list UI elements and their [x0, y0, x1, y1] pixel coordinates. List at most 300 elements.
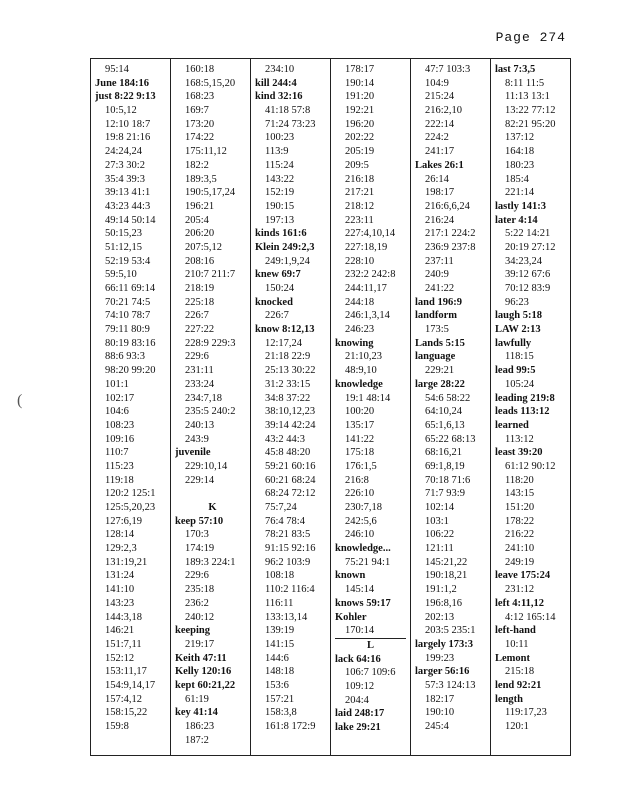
index-reference: 240:12	[185, 611, 215, 623]
index-term: knocked	[255, 296, 293, 308]
index-reference: 244:18	[345, 296, 375, 308]
index-reference: 106:7 109:6	[345, 667, 396, 679]
index-reference: 151:20	[505, 502, 535, 513]
index-reference: 113:9	[265, 146, 289, 158]
index-reference: 74:10 78:7	[105, 310, 151, 322]
index-reference: 241:22	[425, 283, 455, 294]
word-index-table	[90, 58, 571, 756]
index-reference: 176:1,5	[345, 460, 377, 472]
index-term: larger 56:16	[415, 666, 470, 678]
index-reference: 106:22	[425, 529, 455, 541]
index-reference: 69:1,8,19	[425, 460, 465, 472]
index-term: juvenile	[175, 447, 211, 459]
index-reference: 199:23	[425, 652, 455, 664]
index-reference: 191:1,2	[425, 584, 457, 596]
index-reference: 158:15,22	[105, 707, 148, 719]
index-reference: 222:14	[425, 118, 455, 130]
index-reference: 59:21 60:16	[265, 460, 316, 472]
index-term: kept 60:21,22	[175, 679, 236, 691]
index-term: laugh 5:18	[495, 310, 542, 322]
index-reference: 150:24	[265, 283, 295, 294]
index-reference: 154:9,14,17	[105, 679, 156, 691]
index-reference: 190:10	[425, 707, 455, 719]
index-reference: 128:14	[105, 529, 135, 541]
index-reference: 96:23	[505, 296, 529, 308]
index-reference: 245:4	[425, 721, 449, 732]
index-reference: 60:21 68:24	[265, 474, 316, 486]
index-reference: 120:2 125:1	[105, 488, 156, 500]
index-reference: 226:7	[265, 310, 289, 322]
index-reference: 5:22 14:21	[505, 228, 551, 240]
index-reference: 103:1	[425, 515, 449, 527]
index-reference: 168:23	[185, 91, 215, 103]
index-reference: 71:24 73:23	[265, 118, 316, 130]
index-reference: 148:18	[265, 666, 295, 678]
index-term: left-hand	[495, 625, 536, 637]
index-reference: 80:19 83:16	[105, 337, 156, 349]
index-term: lawfully	[495, 337, 532, 349]
index-reference: 215:24	[425, 91, 455, 103]
index-reference: 12:10 18:7	[105, 118, 151, 130]
index-reference: 203:5 235:1	[425, 625, 476, 637]
index-reference: 146:21	[105, 625, 135, 637]
index-reference: 64:10,24	[425, 406, 463, 418]
index-reference: 76:4 78:4	[265, 515, 305, 527]
index-reference: 49:14 50:14	[105, 214, 156, 226]
index-term: landform	[415, 310, 457, 322]
index-reference: 189:3 224:1	[185, 556, 236, 568]
index-reference: 65:22 68:13	[425, 433, 476, 445]
index-reference: 246:1,3,14	[345, 310, 390, 322]
index-reference: 229:6	[185, 570, 209, 582]
index-reference: 219:17	[185, 638, 215, 650]
index-reference: 174:22	[185, 132, 215, 144]
index-reference: 13:22 77:12	[505, 105, 556, 117]
index-reference: 100:23	[265, 132, 295, 144]
index-reference: 8:11 11:5	[505, 77, 545, 89]
index-reference: 216:6,6,24	[425, 200, 470, 212]
index-term: key 41:14	[175, 707, 218, 719]
index-reference: 110:2 116:4	[265, 584, 315, 596]
index-term: large 28:22	[415, 378, 465, 390]
index-reference: 137:12	[505, 132, 535, 144]
index-reference: 196:20	[345, 118, 375, 130]
index-reference: 216:22	[505, 529, 535, 541]
index-reference: 235:5 240:2	[185, 406, 236, 418]
index-reference: 224:2	[425, 132, 449, 144]
index-reference: 240:13	[185, 419, 215, 431]
index-reference: 118:20	[505, 474, 534, 486]
index-reference: 143:15	[505, 488, 535, 500]
index-reference: 115:23	[105, 460, 134, 472]
index-reference: 157:21	[265, 693, 295, 705]
index-term: later 4:14	[495, 214, 538, 226]
index-letter-heading: K	[208, 502, 217, 513]
index-reference: 109:16	[105, 433, 135, 445]
index-reference: 229:14	[185, 474, 215, 486]
index-reference: 173:20	[185, 118, 215, 130]
index-reference: 225:18	[185, 296, 215, 308]
index-column-4	[330, 59, 410, 755]
index-reference: 190:15	[265, 200, 295, 212]
index-term: leading 219:8	[495, 392, 555, 404]
index-reference: 205:19	[345, 146, 375, 158]
index-reference: 66:11 69:14	[105, 283, 156, 294]
index-reference: 59:5,10	[105, 269, 137, 281]
index-reference: 125:5,20,23	[105, 502, 156, 513]
index-reference: 54:6 58:22	[425, 392, 471, 404]
index-reference: 207:5,12	[185, 241, 223, 253]
index-term: leads 113:12	[495, 406, 550, 418]
index-reference: 98:20 99:20	[105, 365, 156, 377]
index-reference: 50:15,23	[105, 228, 143, 240]
index-reference: 57:3 124:13	[425, 679, 476, 691]
index-term: keep 57:10	[175, 515, 224, 527]
index-reference: 143:22	[265, 173, 295, 185]
index-reference: 231:12	[505, 584, 535, 596]
index-reference: 75:21 94:1	[345, 556, 391, 568]
index-column-3	[250, 59, 330, 755]
index-reference: 229:21	[425, 365, 455, 377]
index-reference: 34:8 37:22	[265, 392, 311, 404]
index-reference: 127:6,19	[105, 515, 143, 527]
index-reference: 236:2	[185, 597, 209, 609]
index-letter-heading: L	[335, 638, 406, 653]
index-reference: 227:18,19	[345, 241, 388, 253]
index-reference: 39:12 67:6	[505, 269, 551, 281]
index-reference: 197:13	[265, 214, 295, 226]
index-reference: 104:6	[105, 406, 129, 418]
index-reference: 19:1 48:14	[345, 392, 391, 404]
index-reference: 191:20	[345, 91, 375, 103]
index-reference: 19:8 21:16	[105, 132, 151, 144]
index-reference: 153:11,17	[105, 666, 147, 678]
index-reference: 246:23	[345, 324, 375, 336]
index-term: knowing	[335, 337, 374, 349]
index-reference: 226:10	[345, 488, 375, 500]
index-reference: 141:22	[345, 433, 375, 445]
index-reference: 65:1,6,13	[425, 419, 465, 431]
index-reference: 249:19	[505, 556, 535, 568]
index-reference: 182:17	[425, 693, 455, 705]
index-reference: 68:24 72:12	[265, 488, 316, 500]
index-reference: 186:23	[185, 721, 215, 732]
index-reference: 41:18 57:8	[265, 105, 311, 117]
index-reference: 12:17,24	[265, 337, 303, 349]
index-reference: 10:5,12	[105, 105, 137, 117]
index-reference: 240:9	[425, 269, 449, 281]
index-term: learned	[495, 419, 529, 431]
index-reference: 227:4,10,14	[345, 228, 396, 240]
margin-bracket-mark: (	[17, 392, 23, 409]
index-term: kinds 161:6	[255, 228, 307, 240]
index-term: Lemont	[495, 652, 530, 664]
index-reference: 47:7 103:3	[425, 64, 471, 75]
index-column-5	[410, 59, 490, 755]
index-reference: 25:13 30:22	[265, 365, 316, 377]
index-reference: 104:9	[425, 77, 449, 89]
index-reference: 118:15	[505, 351, 534, 363]
index-term: last 7:3,5	[495, 64, 536, 75]
index-reference: 164:18	[505, 146, 535, 158]
index-reference: 39:14 42:24	[265, 419, 316, 431]
index-reference: 229:10,14	[185, 460, 228, 472]
index-reference: 119:18	[105, 474, 134, 486]
index-reference: 71:7 93:9	[425, 488, 465, 500]
index-reference: 119:17,23	[505, 707, 547, 719]
index-reference: 231:11	[185, 365, 214, 377]
index-term: language	[415, 351, 456, 363]
index-reference: 221:14	[505, 187, 535, 199]
index-reference: 61:12 90:12	[505, 460, 556, 472]
index-reference: 116:11	[265, 597, 294, 609]
index-reference: 169:7	[185, 105, 209, 117]
index-term: knows 59:17	[335, 597, 391, 609]
index-reference: 21:10,23	[345, 351, 383, 363]
index-reference: 144:6	[265, 652, 289, 664]
index-reference: 4:12 165:14	[505, 611, 556, 623]
index-reference: 152:12	[105, 652, 135, 664]
index-reference: 34:23,24	[505, 255, 543, 267]
index-reference: 24:24,24	[105, 146, 143, 158]
index-reference: 210:7 211:7	[185, 269, 236, 281]
index-term: land 196:9	[415, 296, 462, 308]
index-reference: 10:11	[505, 638, 529, 650]
index-reference: 79:11 80:9	[105, 324, 150, 336]
index-reference: 43:23 44:3	[105, 200, 151, 212]
index-reference: 173:5	[425, 324, 449, 336]
index-reference: 227:22	[185, 324, 215, 336]
index-reference: 170:3	[185, 529, 209, 541]
index-reference: 61:19	[185, 693, 209, 705]
index-reference: 45:8 48:20	[265, 447, 311, 459]
index-reference: 160:18	[185, 64, 215, 75]
index-reference: 139:19	[265, 625, 295, 637]
index-term: Lakes 26:1	[415, 159, 464, 171]
index-reference: 218:19	[185, 283, 215, 294]
index-reference: 174:19	[185, 543, 215, 555]
index-reference: 159:8	[105, 721, 129, 732]
index-reference: 133:13,14	[265, 611, 308, 623]
index-term: kind 32:16	[255, 91, 303, 103]
index-reference: 198:17	[425, 187, 455, 199]
index-reference: 217:1 224:2	[425, 228, 476, 240]
index-term: Lands 5:15	[415, 337, 465, 349]
index-reference: 39:13 41:1	[105, 187, 151, 199]
index-reference: 217:21	[345, 187, 375, 199]
index-reference: 204:4	[345, 694, 369, 706]
index-reference: 135:17	[345, 419, 375, 431]
index-term: LAW 2:13	[495, 324, 541, 336]
index-term: June 184:16	[95, 77, 149, 89]
index-term: lake 29:21	[335, 722, 381, 733]
index-term: Keith 47:11	[175, 652, 227, 664]
index-reference: 230:7,18	[345, 502, 383, 513]
index-reference: 226:7	[185, 310, 209, 322]
index-reference: 110:7	[105, 447, 129, 459]
index-reference: 242:5,6	[345, 515, 377, 527]
index-reference: 100:20	[345, 406, 375, 418]
index-reference: 215:18	[505, 666, 535, 678]
index-term: knowledge...	[335, 543, 391, 555]
index-reference: 209:5	[345, 159, 369, 171]
index-reference: 109:12	[345, 680, 375, 692]
page-number: Page 274	[495, 30, 566, 45]
index-reference: 11:13 13:1	[505, 91, 550, 103]
index-reference: 190:14	[345, 77, 375, 89]
index-term: just 8:22 9:13	[95, 91, 156, 103]
index-reference: 241:10	[505, 543, 535, 555]
index-reference: 70:12 83:9	[505, 283, 551, 294]
index-reference: 38:10,12,23	[265, 406, 316, 418]
index-reference: 108:18	[265, 570, 295, 582]
index-reference: 153:6	[265, 679, 289, 691]
index-reference: 175:18	[345, 447, 375, 459]
index-reference: 178:17	[345, 64, 375, 75]
index-term: leave 175:24	[495, 570, 551, 582]
index-reference: 190:5,17,24	[185, 187, 236, 199]
index-reference: 192:21	[345, 105, 375, 117]
index-reference: 196:21	[185, 200, 215, 212]
index-reference: 158:3,8	[265, 707, 297, 719]
index-reference: 51:12,15	[105, 241, 143, 253]
index-spacer	[175, 487, 250, 501]
index-reference: 131:24	[105, 570, 135, 582]
index-reference: 237:11	[425, 255, 454, 267]
index-reference: 180:23	[505, 159, 535, 171]
index-reference: 20:19 27:12	[505, 241, 556, 253]
index-reference: 218:12	[345, 200, 375, 212]
index-reference: 202:22	[345, 132, 375, 144]
index-term: lastly 141:3	[495, 200, 547, 212]
index-reference: 145:21,22	[425, 556, 468, 568]
index-reference: 241:17	[425, 146, 455, 158]
index-reference: 105:24	[505, 378, 535, 390]
index-term: knew 69:7	[255, 269, 301, 281]
index-reference: 121:11	[425, 543, 454, 555]
index-term: keeping	[175, 625, 211, 637]
index-reference: 236:9 237:8	[425, 241, 476, 253]
index-term: left 4:11,12	[495, 597, 544, 609]
index-term: Klein 249:2,3	[255, 241, 315, 253]
index-reference: 68:16,21	[425, 447, 463, 459]
index-term: Kohler	[335, 611, 367, 623]
index-reference: 82:21 95:20	[505, 118, 556, 130]
index-reference: 205:4	[185, 214, 209, 226]
index-reference: 206:20	[185, 228, 215, 240]
index-reference: 208:16	[185, 255, 215, 267]
index-reference: 178:22	[505, 515, 535, 527]
index-reference: 151:7,11	[105, 638, 142, 650]
index-reference: 35:4 39:3	[105, 173, 145, 185]
index-term: knowledge	[335, 378, 383, 390]
index-reference: 115:24	[265, 159, 294, 171]
index-reference: 152:19	[265, 187, 295, 199]
index-reference: 190:18,21	[425, 570, 468, 582]
index-reference: 27:3 30:2	[105, 159, 145, 171]
index-term: laid 248:17	[335, 708, 385, 720]
index-reference: 120:1	[505, 721, 529, 732]
index-reference: 75:7,24	[265, 502, 297, 513]
index-reference: 78:21 83:5	[265, 529, 311, 541]
index-term: know 8:12,13	[255, 324, 315, 336]
index-term: length	[495, 693, 524, 705]
index-reference: 102:14	[425, 502, 455, 513]
index-column-6	[490, 59, 570, 755]
index-term: lack 64:16	[335, 653, 381, 665]
index-reference: 216:2,10	[425, 105, 463, 117]
index-reference: 101:1	[105, 378, 129, 390]
index-reference: 232:2 242:8	[345, 269, 396, 281]
index-reference: 161:8 172:9	[265, 721, 316, 732]
index-reference: 48:9,10	[345, 365, 377, 377]
index-reference: 31:2 33:15	[265, 378, 311, 390]
index-reference: 229:6	[185, 351, 209, 363]
index-reference: 228:10	[345, 255, 375, 267]
index-term: least 39:20	[495, 447, 543, 459]
index-reference: 52:19 53:4	[105, 255, 151, 267]
index-reference: 223:11	[345, 214, 374, 226]
index-reference: 144:3,18	[105, 611, 143, 623]
index-reference: 129:2,3	[105, 543, 137, 555]
index-reference: 196:8,16	[425, 597, 463, 609]
index-reference: 21:18 22:9	[265, 351, 311, 363]
index-reference: 244:11,17	[345, 283, 387, 294]
index-term: lend 92:21	[495, 679, 542, 691]
index-reference: 113:12	[505, 433, 534, 445]
index-term: largely 173:3	[415, 638, 474, 650]
index-reference: 70:18 71:6	[425, 474, 471, 486]
index-reference: 96:2 103:9	[265, 556, 311, 568]
index-reference: 243:9	[185, 433, 209, 445]
index-reference: 216:18	[345, 173, 375, 185]
index-reference: 233:24	[185, 378, 215, 390]
index-term: Kelly 120:16	[175, 666, 232, 678]
index-reference: 216:24	[425, 214, 455, 226]
index-reference: 91:15 92:16	[265, 543, 316, 555]
index-reference: 228:9 229:3	[185, 337, 236, 349]
index-reference: 202:13	[425, 611, 455, 623]
index-reference: 234:7,18	[185, 392, 223, 404]
index-reference: 185:4	[505, 173, 529, 185]
index-column-1	[91, 59, 170, 755]
index-term: kill 244:4	[255, 77, 297, 89]
index-reference: 157:4,12	[105, 693, 143, 705]
index-reference: 26:14	[425, 173, 449, 185]
index-reference: 175:11,12	[185, 146, 227, 158]
index-reference: 216:8	[345, 474, 369, 486]
index-reference: 141:15	[265, 638, 295, 650]
index-reference: 249:1,9,24	[265, 255, 310, 267]
index-reference: 189:3,5	[185, 173, 217, 185]
index-reference: 95:14	[105, 64, 129, 75]
index-column-2	[170, 59, 250, 755]
index-reference: 145:14	[345, 584, 375, 596]
index-reference: 235:18	[185, 584, 215, 596]
index-reference: 187:2	[185, 734, 209, 746]
index-term: known	[335, 570, 366, 582]
index-reference: 88:6 93:3	[105, 351, 145, 363]
index-reference: 168:5,15,20	[185, 77, 236, 89]
index-term: lead 99:5	[495, 365, 536, 377]
index-reference: 234:10	[265, 64, 295, 75]
index-reference: 143:23	[105, 597, 135, 609]
index-reference: 70:21 74:5	[105, 296, 151, 308]
index-reference: 108:23	[105, 419, 135, 431]
index-reference: 102:17	[105, 392, 135, 404]
index-reference: 43:2 44:3	[265, 433, 305, 445]
index-reference: 170:14	[345, 625, 375, 637]
